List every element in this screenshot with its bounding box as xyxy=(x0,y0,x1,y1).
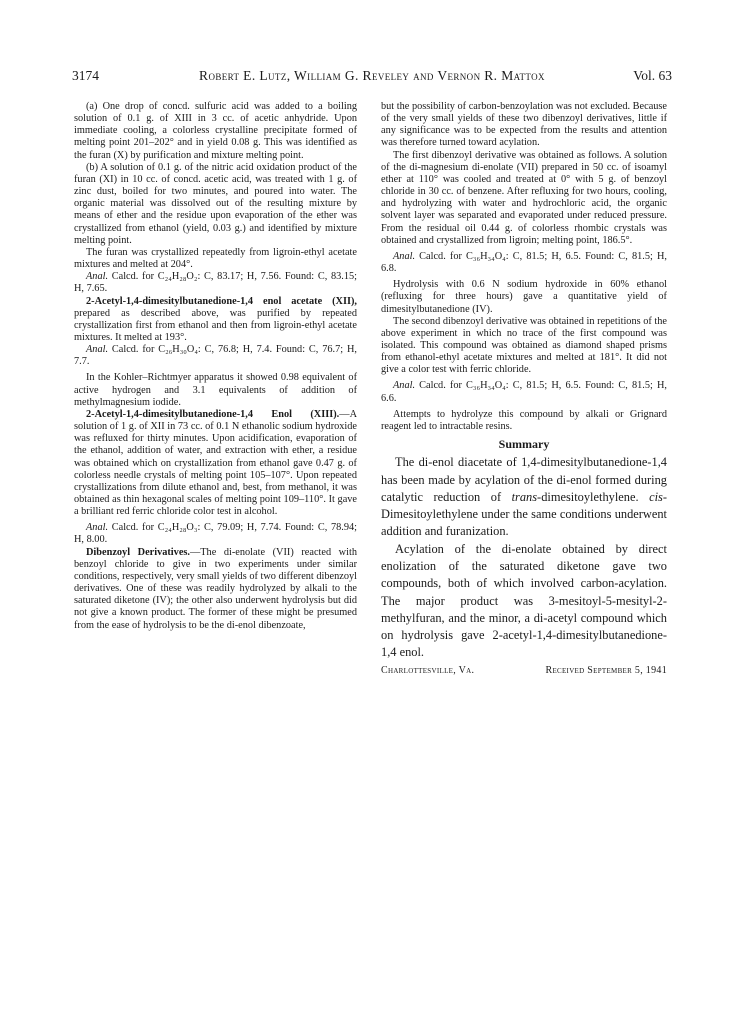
summary-paragraph-2: Acylation of the di-enolate obtained by direct enolization of the saturated diketone gave two compounds, both of which involved carbon-acylation. The major product was 3-mesitoyl-5-mesityl-2-methylfuran, and the minor, a di-acetyl compound which on hydrolysis gave 2-acetyl-1,4-dimesitylbutanedione-1,4 enol. xyxy=(381,541,667,660)
running-title-authors: Robert E. Lutz, William G. Reveley and Vernon R. Mattox xyxy=(199,68,545,83)
paragraph-enol-acetate xyxy=(74,296,357,345)
paragraph-part-b: (b) A solution of 0.1 g. of the nitric acid oxidation product of the furan (XI) in 10 cc. of concd. acetic acid, was treated with 1 g. of zinc dust, boiled for two minutes, and poured into water. The organic material was dissolved out of the resulting mixture by means of ether and the residue upon evaporation of the ether was crystallized from ethanol (yield, 0.03 g.) and identified by mixture melting point. xyxy=(74,161,357,246)
analysis-first-dibenzoyl xyxy=(381,251,667,275)
section-name-dibenzoyl: Dibenzoyl Derivatives. xyxy=(86,546,190,558)
summary-paragraph-1 xyxy=(381,454,667,540)
paragraph-continued: but the possibility of carbon-benzoylation was not excluded. Because of the very small yields of these two dibenzoyl derivatives, little if any significance was to be expected from the results and attention was therefore turned toward acylation. xyxy=(381,101,667,149)
analysis-label: Anal. xyxy=(393,250,416,262)
summary-heading: Summary xyxy=(498,437,550,452)
analysis-label: Anal. xyxy=(393,380,416,392)
section-text: —The di-enolate (VII) reacted with benzoyl chloride to give in two experiments under similar conditions, respectively, very small yields of two different dibenzoyl derivatives. One of these was readily hydrolyzed by alkali to the saturated diketone (IV); the other also underwent hydrolysis but did not give a known product. The former of these might be presumed from the ease of hydrolysis to be the di-enol dibenzoate, xyxy=(74,546,357,631)
compound-text: —A solution of 1 g. of XII in 73 cc. of 0.1 N ethanolic sodium hydroxide was refluxed for thirty minutes. Upon acidification, evaporation of the ethanol, addition of water, and extraction with ether, a residue was obtained which on crystallization from ethanol gave 0.47 g. of colorless needle crystals of melting point 105–107°. Upon repeated crystallizations from dilute ethanol and, best, from methanol, it was obtained as thin hexagonal scales of melting point 109–110°. It gave a brilliant red ferric chloride color test in alcohol. xyxy=(74,408,357,518)
summary-text: dimesitoylethylene. xyxy=(541,489,639,504)
left-column xyxy=(74,101,357,632)
summary-italic-cis: cis- xyxy=(649,489,667,504)
analysis-enol xyxy=(74,522,357,546)
paragraph-enol xyxy=(74,409,357,518)
analysis-text: Calcd. for C₂₆H₃₀O₄: C, 76.8; H, 7.4. Found: C, 76.7; H, 7.7. xyxy=(74,344,358,368)
analysis-label: Anal. xyxy=(86,271,109,283)
analysis-text: Calcd. for C₃₆H₃₄O₄: C, 81.5; H, 6.5. Found: C, 81.5; H, 6.6. xyxy=(381,380,667,404)
compound-name-enol-acetate: 2-Acetyl-1,4-dimesitylbutanedione-1,4 enol acetate (XII), xyxy=(86,295,357,307)
paragraph-hydrolyze-attempts: Attempts to hydrolyze this compound by alkali or Grignard reagent led to intractable resins. xyxy=(381,408,667,432)
paragraph-kohler-richtmyer: In the Kohler–Richtmyer apparatus it showed 0.98 equivalent of active hydrogen and 3.1 equivalents of addition of methylmagnesium iodide. xyxy=(74,372,357,408)
paragraph-furan-crystallized: The furan was crystallized repeatedly from ligroin-ethyl acetate mixtures and melted at 204°. xyxy=(74,246,357,271)
footer-location: Charlottesville, Va. xyxy=(381,664,475,676)
footer-received-date: Received September 5, 1941 xyxy=(545,664,667,676)
analysis-label: Anal. xyxy=(86,344,109,356)
paragraph-dibenzoyl xyxy=(74,547,357,632)
analysis-enol-acetate xyxy=(74,344,357,368)
paragraph-first-dibenzoyl: The first dibenzoyl derivative was obtained as follows. A solution of the di-magnesium di-enolate (VII) prepared in 50 cc. of isoamyl ether at 110° was cooled and treated at 0° with 5 g. of benzoyl chloride in 30 cc. of benzene. After refluxing for two hours, cooling, and hydrolyzing with water and hydrochloric acid, the organic solvent layer was separated and evaporated under reduced pressure. From the residual oil 0.44 g. of colorless rhombic crystals was obtained and crystallized from ligroin; melting point, 186.5°. xyxy=(381,149,667,246)
paragraph-hydrolysis: Hydrolysis with 0.6 N sodium hydroxide in 60% ethanol (refluxing for three hours) gave a quantitative yield of dimesitylbutanedione (IV). xyxy=(381,279,667,315)
right-column xyxy=(381,101,667,677)
analysis-furan xyxy=(74,271,357,295)
compound-name-enol: 2-Acetyl-1,4-dimesitylbutanedione-1,4 Enol (XIII). xyxy=(86,408,340,420)
paragraph-part-a: (a) One drop of concd. sulfuric acid was added to a boiling solution of 0.1 g. of XIII in 3 cc. of acetic anhydride. Upon immediate cooling, a colorless crystalline precipitate formed of melting point 201–202° and in yield 0.08 g. This was identified as the furan (X) by purification and mixture melting point. xyxy=(74,101,357,161)
paragraph-second-dibenzoyl: The second dibenzoyl derivative was obtained in repetitions of the above experiment in which no trace of the first compound was isolated. This compound was obtained as diamond shaped prisms from ethanol-ethyl acetate mixtures and melted at 181°. It did not give a color test with ferric chloride. xyxy=(381,315,667,376)
article-footer xyxy=(381,665,667,677)
summary-text: The di-enol diacetate of 1,4-dimesitylbutanedione-1,4 has been made by acylation of the di-enol formed during catalytic reduction of xyxy=(381,455,667,504)
analysis-text: Calcd. for C₃₆H₃₄O₄: C, 81.5; H, 6.5. Found: C, 81.5; H, 6.8. xyxy=(381,250,667,275)
analysis-text: Calcd. for C₂₄H₂₈O₃: C, 79.09; H, 7.74. Found: C, 78.94; H, 8.00. xyxy=(74,522,358,546)
summary-italic-trans: trans- xyxy=(511,489,542,504)
analysis-label: Anal. xyxy=(86,522,109,534)
page-number: 3174 xyxy=(72,68,99,83)
compound-text: prepared as described above, was purified by repeated crystallization first from ethanol and then from ligroin-ethyl acetate mixtures. It melted at 193°. xyxy=(74,307,357,343)
analysis-text: Calcd. for C₂₄H₂₈O₂: C, 83.17; H, 7.56. Found: C, 83.15; H, 7.65. xyxy=(74,271,358,295)
volume-number: Vol. 63 xyxy=(633,68,672,83)
page-header xyxy=(72,68,672,84)
summary-text: Dimesitoylethylene under the same conditions underwent addition and furanization. xyxy=(381,507,667,539)
analysis-second-dibenzoyl xyxy=(381,380,667,404)
